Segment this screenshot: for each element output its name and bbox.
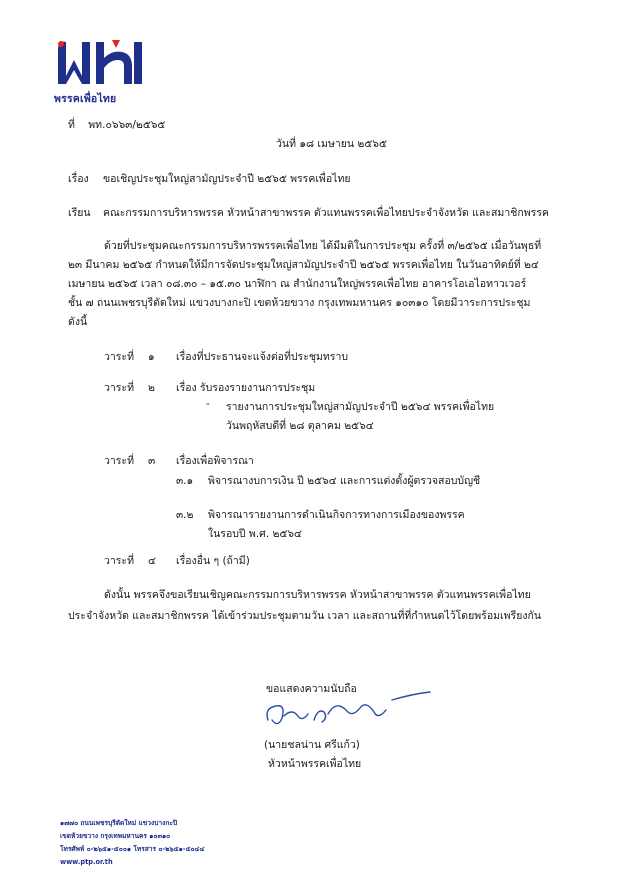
- footer-address-line: เขตห้วยขวาง กรุงเทพมหานคร ๑๐๓๑๐: [60, 832, 171, 840]
- agenda-label: วาระที่: [104, 382, 134, 394]
- agenda-item-1: [104, 348, 349, 365]
- agenda-number: ๓: [148, 455, 156, 467]
- closing-line: ประจำจังหวัด และสมาชิกพรรค ได้เข้าร่วมประชุมตามวัน เวลา และสถานที่ที่กำหนดไว้โดยพร้อมเพรียงกัน: [68, 610, 542, 622]
- agenda-label: วาระที่: [104, 555, 134, 567]
- subject-line: [68, 170, 351, 187]
- closing-line: ดังนั้น พรรคจึงขอเรียนเชิญคณะกรรมการบริหารพรรค หัวหน้าสาขาพรรค ตัวแทนพรรคเพื่อไทย: [104, 589, 531, 601]
- reference-number: [68, 116, 165, 133]
- agenda-3-subitem-2-cont: ในรอบปี พ.ศ. ๒๕๖๔: [208, 528, 302, 540]
- subject-label: เรื่อง: [68, 173, 89, 185]
- agenda-number: ๒: [148, 382, 155, 394]
- agenda-text: เรื่องอื่น ๆ (ถ้ามี): [176, 555, 250, 567]
- signer-position: หัวหน้าพรรคเพื่อไทย: [268, 758, 362, 770]
- recipient-line: [68, 204, 549, 221]
- footer-phone-fax: โทรศัพท์ ๐-๒๖๕๑-๕๐๐๑ โทรสาร ๐-๒๖๕๑-๕๐๔๔: [60, 845, 205, 853]
- party-name-logotype: พรรคเพื่อไทย: [54, 93, 117, 105]
- agenda-item-3: [104, 452, 254, 469]
- agenda-2-subitem-date: วันพฤหัสบดีที่ ๒๘ ตุลาคม ๒๕๖๔: [226, 420, 374, 432]
- signature-scribble: [262, 690, 432, 732]
- agenda-number: ๔: [148, 555, 156, 567]
- agenda-label: วาระที่: [104, 351, 134, 363]
- agenda-item-2: [104, 379, 316, 396]
- recipient-label: เรียน: [68, 207, 91, 219]
- reference-value: พท.๐๖๖๓/๒๕๖๕: [88, 119, 166, 131]
- intro-line: ๒๓ มีนาคม ๒๕๖๕ กำหนดให้มีการจัดประชุมใหญ่สามัญประจำปี ๒๕๖๕ พรรคเพื่อไทย ในวันอาทิตย์ที่ ๒๔: [68, 259, 539, 271]
- handwritten-signature: [262, 690, 432, 732]
- agenda-text: เรื่องที่ประธานจะแจ้งต่อที่ประชุมทราบ: [176, 351, 349, 363]
- agenda-text: เรื่องเพื่อพิจารณา: [176, 455, 254, 467]
- intro-line: เมษายน ๒๕๖๕ เวลา ๐๘.๓๐ – ๑๕.๓๐ นาฬิกา ณ สำนักงานใหญ่พรรคเพื่อไทย อาคารโอเอไอทาวเวอร์: [68, 278, 527, 290]
- regards-text: ขอแสดงความนับถือ: [266, 683, 357, 695]
- subitem-text: พิจารณางบการเงิน ปี ๒๕๖๔ และการแต่งตั้งผู้ตรวจสอบบัญชี: [208, 475, 481, 487]
- intro-line: ด้วยที่ประชุมคณะกรรมการบริหารพรรคเพื่อไทย ได้มีมติในการประชุม ครั้งที่ ๓/๒๕๖๕ เมื่อวันพุธที่: [104, 240, 542, 252]
- agenda-number: ๑: [148, 351, 155, 363]
- footer-address: [60, 817, 205, 869]
- agenda-text: เรื่อง รับรองรายงานการประชุม: [176, 382, 316, 394]
- letter-date: วันที่ ๑๘ เมษายน ๒๕๖๕: [276, 138, 387, 150]
- subitem-text: พิจารณารายงานการดำเนินกิจการทางการเมืองของพรรค: [208, 509, 465, 521]
- party-logo: [52, 36, 144, 105]
- agenda-2-subitem: รายงานการประชุมใหญ่สามัญประจำปี ๒๕๖๔ พรรคเพื่อไทย: [226, 401, 495, 413]
- agenda-item-4: [104, 552, 250, 569]
- agenda-3-subitem-2: [176, 506, 465, 523]
- subitem-number: ๓.๒: [176, 509, 194, 521]
- agenda-2-bullet: -: [206, 398, 210, 410]
- footer-address-line: ๑๗๗๐ ถนนเพชรบุรีตัดใหม่ แขวงบางกะปิ: [60, 819, 178, 827]
- party-logo-mark: [52, 36, 144, 88]
- subject-value: ขอเชิญประชุมใหญ่สามัญประจำปี ๒๕๖๕ พรรคเพื่อไทย: [103, 173, 351, 185]
- recipient-value: คณะกรรมการบริหารพรรค หัวหน้าสาขาพรรค ตัวแทนพรรคเพื่อไทยประจำจังหวัด และสมาชิกพรรค: [103, 207, 549, 219]
- agenda-3-subitem-1: [176, 472, 481, 489]
- footer-website: www.ptp.or.th: [60, 858, 113, 866]
- intro-line: ดังนี้: [68, 316, 88, 328]
- signer-name: (นายชลน่าน ศรีแก้ว): [264, 739, 360, 751]
- subitem-number: ๓.๑: [176, 475, 194, 487]
- reference-label: ที่: [68, 119, 75, 131]
- intro-line: ชั้น ๗ ถนนเพชรบุรีตัดใหม่ แขวงบางกะปิ เขตห้วยขวาง กรุงเทพมหานคร ๑๐๓๑๐ โดยมีวาระการประชุม: [68, 297, 531, 309]
- agenda-label: วาระที่: [104, 455, 134, 467]
